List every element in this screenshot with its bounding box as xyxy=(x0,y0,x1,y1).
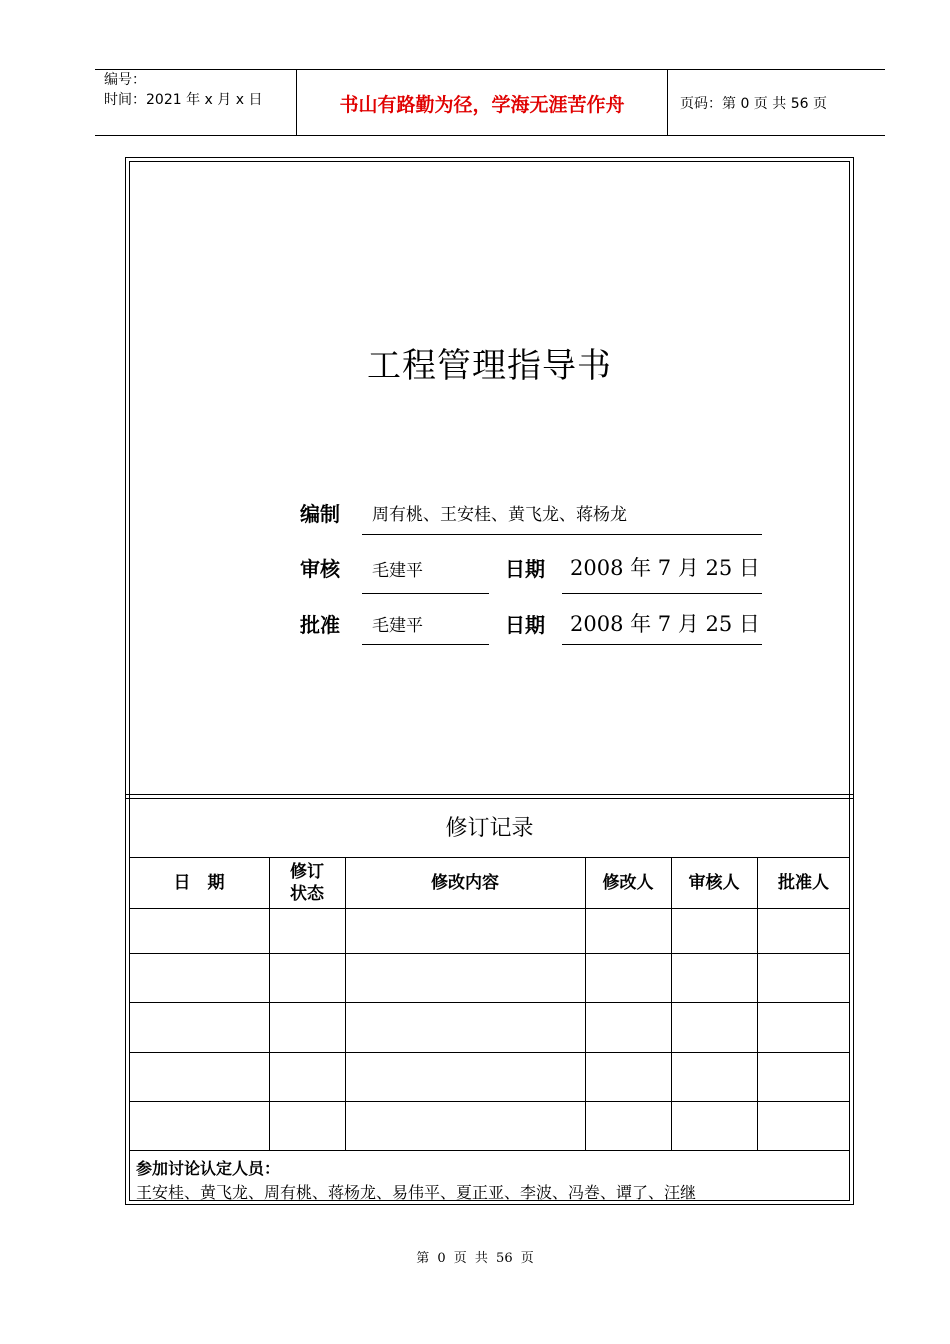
attendees-label: 参加讨论认定人员： xyxy=(136,1159,281,1178)
document-title: 工程管理指导书 xyxy=(367,346,612,386)
compiled-by: 周有桃、王安桂、黄飞龙、蒋杨龙 xyxy=(372,505,627,525)
column-header-date: 日 期 xyxy=(173,873,225,893)
reviewed-underline xyxy=(362,593,489,594)
column-header-status: 修订状态 xyxy=(290,862,324,904)
header-divider-right xyxy=(667,69,668,136)
reviewed-by: 毛建平 xyxy=(372,561,423,581)
header-page-info: 页码：第 0 页 共 56 页 xyxy=(680,96,827,112)
approved-label: 批准 xyxy=(300,613,340,637)
table-rule xyxy=(129,1052,850,1053)
table-rule xyxy=(129,1150,850,1151)
page-footer: 第 0 页 共 56 页 xyxy=(416,1251,534,1266)
approve-date-underline xyxy=(562,644,762,645)
table-rule xyxy=(129,1002,850,1003)
section-divider-2 xyxy=(126,798,853,799)
date-label-2: 日期 xyxy=(505,613,545,637)
reviewed-label: 审核 xyxy=(300,557,340,581)
table-col-rule xyxy=(269,858,270,1150)
column-header-content: 修改内容 xyxy=(431,873,499,893)
approved-underline xyxy=(362,644,489,645)
column-header-approver: 批准人 xyxy=(778,873,829,893)
header-time: 时间：2021 年 x 月 x 日 xyxy=(104,92,263,108)
header-bottom-rule xyxy=(95,135,885,136)
header-number: 编号： xyxy=(104,72,146,88)
compiled-underline xyxy=(362,534,762,535)
section-divider-1 xyxy=(126,794,853,795)
attendees-list: 王安桂、黄飞龙、周有桃、蒋杨龙、易伟平、夏正亚、李波、冯巻、谭了、汪继 xyxy=(136,1183,697,1202)
table-rule xyxy=(129,953,850,954)
table-rule xyxy=(129,1101,850,1102)
page-frame-inner xyxy=(129,161,850,1201)
header-slogan: 书山有路勤为径，学海无涯苦作舟 xyxy=(339,94,625,116)
approved-by: 毛建平 xyxy=(372,616,423,636)
table-rule xyxy=(129,908,850,909)
review-date: 2008 年 7 月 25 日 xyxy=(570,556,760,580)
approve-date: 2008 年 7 月 25 日 xyxy=(570,612,760,636)
column-header-modifier: 修改人 xyxy=(602,873,654,893)
date-label-1: 日期 xyxy=(505,557,545,581)
review-date-underline xyxy=(562,593,762,594)
compiled-label: 编制 xyxy=(300,502,340,526)
header-meta xyxy=(104,70,262,110)
column-header-reviewer: 审核人 xyxy=(688,873,740,893)
revision-title: 修订记录 xyxy=(445,816,534,841)
